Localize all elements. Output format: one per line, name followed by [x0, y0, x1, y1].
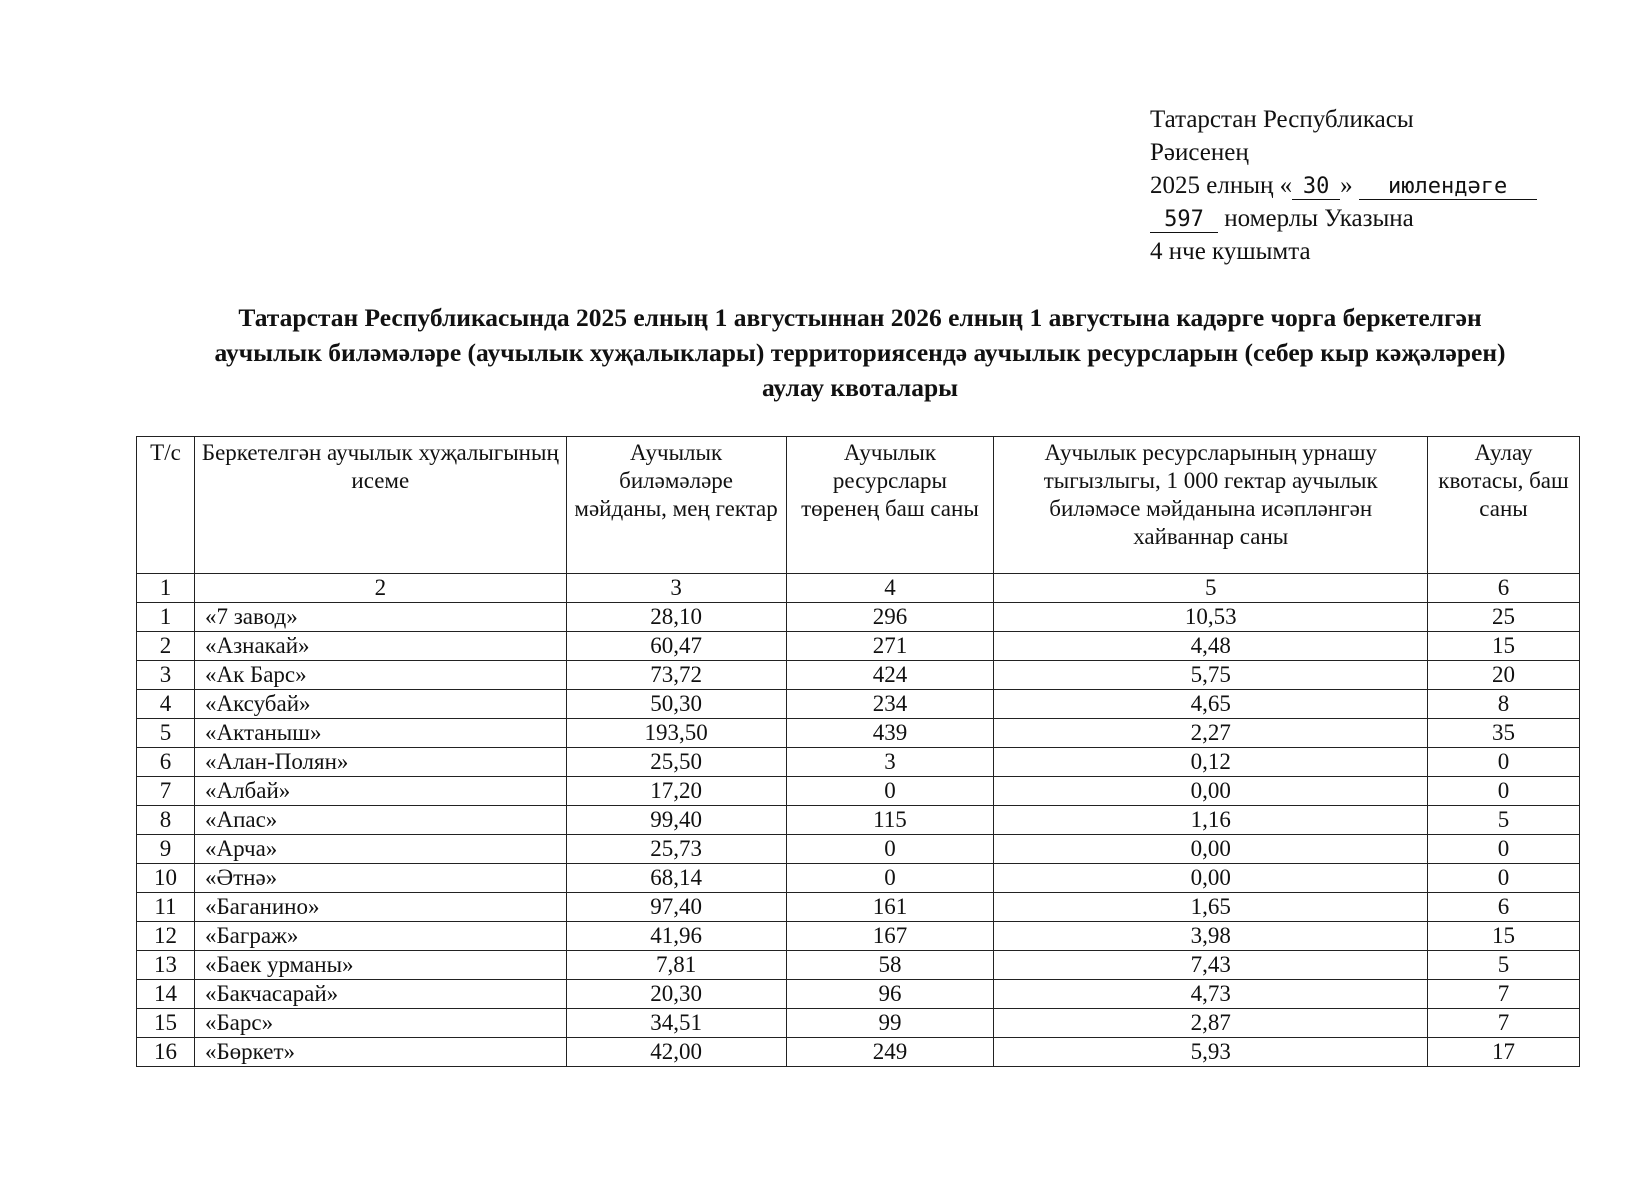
resource-count-cell: 58 [786, 951, 994, 980]
table-row [137, 690, 1580, 719]
table-row [137, 1038, 1580, 1067]
approval-block [1150, 103, 1537, 268]
density-cell: 7,43 [994, 951, 1428, 980]
density-cell: 1,65 [994, 893, 1428, 922]
area-cell: 28,10 [566, 603, 786, 632]
resource-count-cell: 234 [786, 690, 994, 719]
density-cell: 0,12 [994, 748, 1428, 777]
area-cell: 41,96 [566, 922, 786, 951]
hunting-farm-name-cell: «Баганино» [194, 893, 566, 922]
table-row [137, 632, 1580, 661]
column-number: 1 [137, 574, 195, 603]
hunting-farm-name-cell: «Ак Барс» [194, 661, 566, 690]
row-index-cell: 5 [137, 719, 195, 748]
hunting-farm-name-cell: «Аксубай» [194, 690, 566, 719]
resource-count-cell: 0 [786, 777, 994, 806]
column-number: 3 [566, 574, 786, 603]
hunting-farm-name-cell: «Барс» [194, 1009, 566, 1038]
hunting-farm-name-cell: «Баек урманы» [194, 951, 566, 980]
resource-count-cell: 115 [786, 806, 994, 835]
resource-count-cell: 249 [786, 1038, 994, 1067]
table-row [137, 719, 1580, 748]
table-row [137, 835, 1580, 864]
area-cell: 73,72 [566, 661, 786, 690]
row-index-cell: 13 [137, 951, 195, 980]
approval-annex: 4 нче кушымта [1150, 238, 1311, 265]
title-line-1: Татарстан Республикасында 2025 елның 1 августыннан 2026 елның 1 августына кадәрге чорга беркетелгән [238, 303, 1482, 332]
hunting-farm-name-cell: «Азнакай» [194, 632, 566, 661]
row-index-cell: 3 [137, 661, 195, 690]
approval-number-text: номерлы Указына [1224, 205, 1414, 232]
table-row [137, 864, 1580, 893]
density-cell: 4,73 [994, 980, 1428, 1009]
area-cell: 193,50 [566, 719, 786, 748]
header-density: Аучылык ресурсларының урнашу тыгызлыгы, 1 000 гектар аучылык биләмәсе мәйданына исәпләнгән хайваннар саны [994, 437, 1428, 574]
area-cell: 68,14 [566, 864, 786, 893]
table-row [137, 980, 1580, 1009]
quota-cell: 25 [1428, 603, 1580, 632]
hunting-farm-name-cell: «Апас» [194, 806, 566, 835]
density-cell: 5,75 [994, 661, 1428, 690]
table-row [137, 777, 1580, 806]
approval-day: 30 [1292, 175, 1340, 200]
table-row [137, 603, 1580, 632]
hunting-farm-name-cell: «Әтнә» [194, 864, 566, 893]
quota-cell: 5 [1428, 951, 1580, 980]
area-cell: 99,40 [566, 806, 786, 835]
table-row [137, 748, 1580, 777]
row-index-cell: 1 [137, 603, 195, 632]
row-index-cell: 11 [137, 893, 195, 922]
area-cell: 25,50 [566, 748, 786, 777]
approval-quote-close: » [1340, 172, 1353, 199]
quota-cell: 0 [1428, 835, 1580, 864]
quota-cell: 8 [1428, 690, 1580, 719]
hunting-farm-name-cell: «Актаныш» [194, 719, 566, 748]
approval-line-president: Рәисенең [1150, 139, 1249, 166]
density-cell: 0,00 [994, 864, 1428, 893]
density-cell: 0,00 [994, 777, 1428, 806]
approval-decree-number: 597 [1150, 208, 1218, 233]
table-row [137, 922, 1580, 951]
density-cell: 3,98 [994, 922, 1428, 951]
area-cell: 97,40 [566, 893, 786, 922]
resource-count-cell: 161 [786, 893, 994, 922]
row-index-cell: 8 [137, 806, 195, 835]
area-cell: 50,30 [566, 690, 786, 719]
row-index-cell: 2 [137, 632, 195, 661]
column-number: 2 [194, 574, 566, 603]
density-cell: 0,00 [994, 835, 1428, 864]
resource-count-cell: 271 [786, 632, 994, 661]
density-cell: 5,93 [994, 1038, 1428, 1067]
approval-line-date [1150, 169, 1537, 202]
column-number: 6 [1428, 574, 1580, 603]
resource-count-cell: 99 [786, 1009, 994, 1038]
quota-cell: 0 [1428, 777, 1580, 806]
table-row [137, 661, 1580, 690]
row-index-cell: 15 [137, 1009, 195, 1038]
density-cell: 4,48 [994, 632, 1428, 661]
row-index-cell: 16 [137, 1038, 195, 1067]
resource-count-cell: 0 [786, 864, 994, 893]
title-line-2: аучылык биләмәләре (аучылык хуҗалыклары) территориясендә аучылык ресурсларын (себер кыр кәҗәләрен) [214, 338, 1506, 367]
hunting-farm-name-cell: «7 завод» [194, 603, 566, 632]
resource-count-cell: 296 [786, 603, 994, 632]
resource-count-cell: 0 [786, 835, 994, 864]
resource-count-cell: 167 [786, 922, 994, 951]
document-title [140, 300, 1580, 405]
table-row [137, 806, 1580, 835]
resource-count-cell: 439 [786, 719, 994, 748]
quota-cell: 6 [1428, 893, 1580, 922]
row-index-cell: 14 [137, 980, 195, 1009]
density-cell: 2,87 [994, 1009, 1428, 1038]
table-row [137, 951, 1580, 980]
area-cell: 20,30 [566, 980, 786, 1009]
quota-cell: 20 [1428, 661, 1580, 690]
resource-count-cell: 96 [786, 980, 994, 1009]
header-quota: Аулау квотасы, баш саны [1428, 437, 1580, 574]
hunting-farm-name-cell: «Баграж» [194, 922, 566, 951]
area-cell: 60,47 [566, 632, 786, 661]
approval-line-number [1150, 202, 1537, 235]
quota-table [136, 436, 1580, 1067]
area-cell: 17,20 [566, 777, 786, 806]
quota-cell: 17 [1428, 1038, 1580, 1067]
header-name: Беркетелгән аучылык хуҗалыгының исеме [194, 437, 566, 574]
quota-cell: 15 [1428, 922, 1580, 951]
row-index-cell: 9 [137, 835, 195, 864]
title-line-3: аулау квоталары [761, 373, 959, 402]
approval-year-text: 2025 елның « [1150, 172, 1293, 199]
table-row [137, 893, 1580, 922]
hunting-farm-name-cell: «Бакчасарай» [194, 980, 566, 1009]
hunting-farm-name-cell: «Арча» [194, 835, 566, 864]
row-index-cell: 6 [137, 748, 195, 777]
density-cell: 2,27 [994, 719, 1428, 748]
header-count: Аучылык ресурслары төренең баш саны [786, 437, 994, 574]
density-cell: 10,53 [994, 603, 1428, 632]
hunting-farm-name-cell: «Албай» [194, 777, 566, 806]
row-index-cell: 10 [137, 864, 195, 893]
area-cell: 34,51 [566, 1009, 786, 1038]
area-cell: 7,81 [566, 951, 786, 980]
resource-count-cell: 424 [786, 661, 994, 690]
table-row [137, 1009, 1580, 1038]
quota-cell: 15 [1428, 632, 1580, 661]
density-cell: 1,16 [994, 806, 1428, 835]
quota-cell: 0 [1428, 864, 1580, 893]
column-number: 5 [994, 574, 1428, 603]
hunting-farm-name-cell: «Бөркет» [194, 1038, 566, 1067]
hunting-farm-name-cell: «Алан-Полян» [194, 748, 566, 777]
area-cell: 25,73 [566, 835, 786, 864]
row-index-cell: 7 [137, 777, 195, 806]
approval-line-republic: Татарстан Республикасы [1150, 106, 1414, 133]
column-number-row [137, 574, 1580, 603]
row-index-cell: 12 [137, 922, 195, 951]
row-index-cell: 4 [137, 690, 195, 719]
column-number: 4 [786, 574, 994, 603]
table-header-row [137, 437, 1580, 574]
header-area: Аучылык биләмәләре мәйданы, мең гектар [566, 437, 786, 574]
quota-cell: 7 [1428, 980, 1580, 1009]
quota-cell: 5 [1428, 806, 1580, 835]
density-cell: 4,65 [994, 690, 1428, 719]
quota-cell: 0 [1428, 748, 1580, 777]
approval-month: июлендәге [1359, 175, 1537, 200]
resource-count-cell: 3 [786, 748, 994, 777]
header-index: Т/с [137, 437, 195, 574]
quota-cell: 35 [1428, 719, 1580, 748]
area-cell: 42,00 [566, 1038, 786, 1067]
quota-cell: 7 [1428, 1009, 1580, 1038]
